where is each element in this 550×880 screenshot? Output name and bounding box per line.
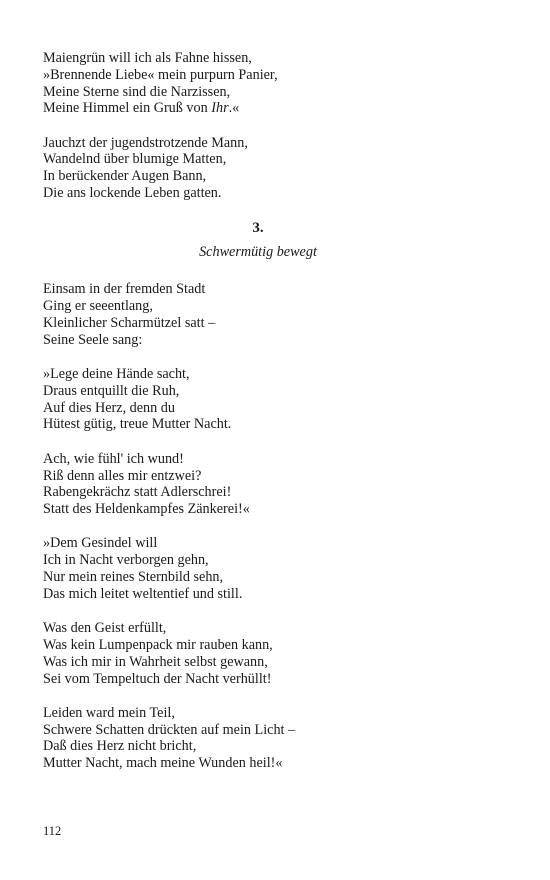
stanza bbox=[43, 50, 473, 117]
line-text: Meine Himmel ein Gruß von bbox=[43, 100, 212, 117]
verse-line: Rabengekrächz statt Adlerschrei! bbox=[43, 484, 232, 501]
verse-line: Maiengrün will ich als Fahne hissen, bbox=[43, 50, 252, 66]
verse-line: Sei vom Tempeltuch der Nacht verhüllt! bbox=[43, 670, 272, 687]
verse-line: Wandelnd über blumige Matten, bbox=[43, 151, 227, 168]
stanza bbox=[43, 135, 473, 202]
verse-line: Was ich mir in Wahrheit selbst gewann, bbox=[43, 653, 268, 670]
verse-line: Jauchzt der jugendstrotzende Mann, bbox=[43, 134, 248, 151]
verse-line: Das mich leitet weltentief und still. bbox=[43, 585, 243, 602]
verse-line: Riß denn alles mir entzwei? bbox=[43, 467, 202, 484]
verse-line: »Dem Gesindel will bbox=[43, 535, 158, 552]
poem-page bbox=[43, 50, 473, 790]
verse-line: Nur mein reines Sternbild sehn, bbox=[43, 569, 224, 586]
verse-line: Daß dies Herz nicht bricht, bbox=[43, 738, 197, 755]
verse-line: Hütest gütig, treue Mutter Nacht. bbox=[43, 416, 232, 433]
verse-line: Auf dies Herz, denn du bbox=[43, 399, 175, 416]
verse-line: Meine Sterne sind die Narzissen, bbox=[43, 83, 231, 100]
verse-line: Leiden ward mein Teil, bbox=[43, 704, 175, 721]
stanza-group-after bbox=[43, 281, 473, 772]
verse-line: Ging er seeentlang, bbox=[43, 298, 153, 315]
stanza bbox=[43, 451, 473, 518]
section-number: 3. bbox=[252, 220, 264, 237]
verse-line: Einsam in der fremden Stadt bbox=[43, 281, 206, 298]
verse-line: Kleinlicher Scharmützel satt – bbox=[43, 314, 216, 331]
verse-line: Ach, wie fühl' ich wund! bbox=[43, 450, 184, 467]
stanza bbox=[43, 366, 473, 433]
tempo-marking: Schwermütig bewegt bbox=[199, 244, 317, 261]
stanza bbox=[43, 535, 473, 602]
verse-line bbox=[43, 100, 473, 117]
verse-line: In berückender Augen Bann, bbox=[43, 168, 207, 185]
verse-line: Draus entquillt die Ruh, bbox=[43, 382, 180, 399]
italic-word: Ihr bbox=[211, 100, 229, 117]
verse-line: Schwere Schatten drückten auf mein Licht – bbox=[43, 721, 296, 738]
verse-line: Was kein Lumpenpack mir rauben kann, bbox=[43, 636, 273, 653]
page-number: 112 bbox=[43, 824, 62, 838]
verse-line: »Brennende Liebe« mein purpurn Panier, bbox=[43, 66, 278, 83]
stanza bbox=[43, 620, 473, 687]
verse-line: Ich in Nacht verborgen gehn, bbox=[43, 552, 209, 569]
line-text: .« bbox=[228, 100, 240, 117]
verse-line: Die ans lockende Leben gatten. bbox=[43, 185, 222, 202]
verse-line: Was den Geist erfüllt, bbox=[43, 620, 167, 637]
verse-line: Seine Seele sang: bbox=[43, 331, 143, 348]
stanza bbox=[43, 281, 473, 348]
stanza-group-before bbox=[43, 50, 473, 202]
stanza bbox=[43, 705, 473, 772]
verse-line: Mutter Nacht, mach meine Wunden heil!« bbox=[43, 755, 283, 772]
verse-line: Statt des Heldenkampfes Zänkerei!« bbox=[43, 501, 250, 518]
verse-line: »Lege deine Hände sacht, bbox=[43, 366, 190, 383]
